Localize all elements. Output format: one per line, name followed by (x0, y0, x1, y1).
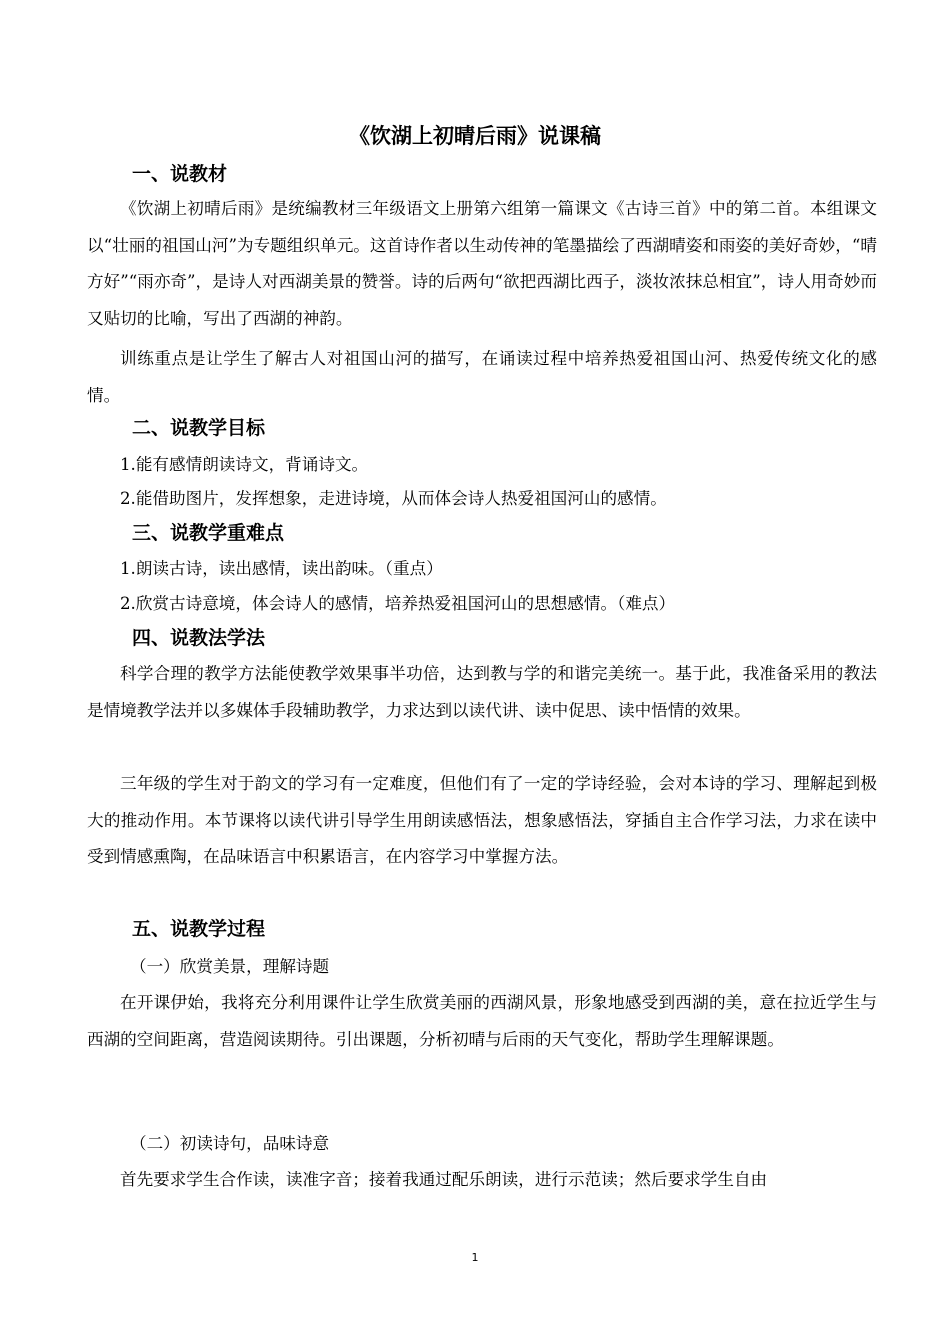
paragraph-textbook-intro: 《饮湖上初晴后雨》是统编教材三年级语文上册第六组第一篇课文《古诗三首》中的第二首。本组课文以“壮丽的祖国山河”为专题组织单元。这首诗作者以生动传神的笔墨描绘了西湖晴姿和雨姿的美好奇妙，“晴方好”“雨亦奇”，是诗人对西湖美景的赞誉。诗的后两句“欲把西湖比西子，淡妆浓抹总相宜”，诗人用奇妙而又贴切的比喻，写出了西湖的神韵。 (87, 199, 877, 328)
paragraph-training-focus: 训练重点是让学生了解古人对祖国山河的描写，在诵读过程中培养热爱祖国山河、热爱传统文化的感情。 (87, 349, 877, 405)
page-number: 1 (471, 1251, 479, 1264)
section-heading-objectives: 二、说教学目标 (132, 417, 266, 439)
subsection-heading-2: （二）初读诗句，品味诗意 (130, 1134, 330, 1153)
section-heading-process: 五、说教学过程 (132, 918, 266, 940)
paragraph-process-1: 在开课伊始，我将充分利用课件让学生欣赏美丽的西湖风景，形象地感受到西湖的美，意在拉近学生与西湖的空间距离，营造阅读期待。引出课题，分析初晴与后雨的天气变化，帮助学生理解课题。 (87, 993, 877, 1049)
paragraph-learning-methods: 三年级的学生对于韵文的学习有一定难度，但他们有了一定的学诗经验，会对本诗的学习、理解起到极大的推动作用。本节课将以读代讲引导学生用朗读感悟法，想象感悟法，穿插自主合作学习法，力求在读中受到情感熏陶，在品味语言中积累语言，在内容学习中掌握方法。 (87, 774, 877, 866)
paragraph-process-2: 首先要求学生合作读，读准字音；接着我通过配乐朗读，进行示范读；然后要求学生自由 (120, 1170, 768, 1189)
paragraph-teaching-methods: 科学合理的教学方法能使教学效果事半功倍，达到教与学的和谐完美统一。基于此，我准备采用的教法是情境教学法并以多媒体手段辅助教学，力求达到以读代讲、读中促思、读中悟情的效果。 (87, 664, 877, 720)
section-heading-methods: 四、说教法学法 (132, 627, 266, 649)
section-heading-textbook: 一、说教材 (132, 163, 228, 185)
document-title: 《饮湖上初晴后雨》说课稿 (349, 124, 601, 148)
objective-item-1: 1.能有感情朗读诗文，背诵诗文。 (120, 455, 369, 474)
subsection-heading-1: （一）欣赏美景，理解诗题 (130, 957, 330, 976)
objective-item-2: 2.能借助图片，发挥想象，走进诗境，从而体会诗人热爱祖国河山的感情。 (120, 489, 667, 508)
key-point-item-2: 2.欣赏古诗意境，体会诗人的感情，培养热爱祖国河山的思想感情。（难点） (120, 594, 676, 613)
key-point-item-1: 1.朗读古诗，读出感情，读出韵味。（重点） (120, 559, 443, 578)
section-heading-key-points: 三、说教学重难点 (132, 522, 285, 544)
